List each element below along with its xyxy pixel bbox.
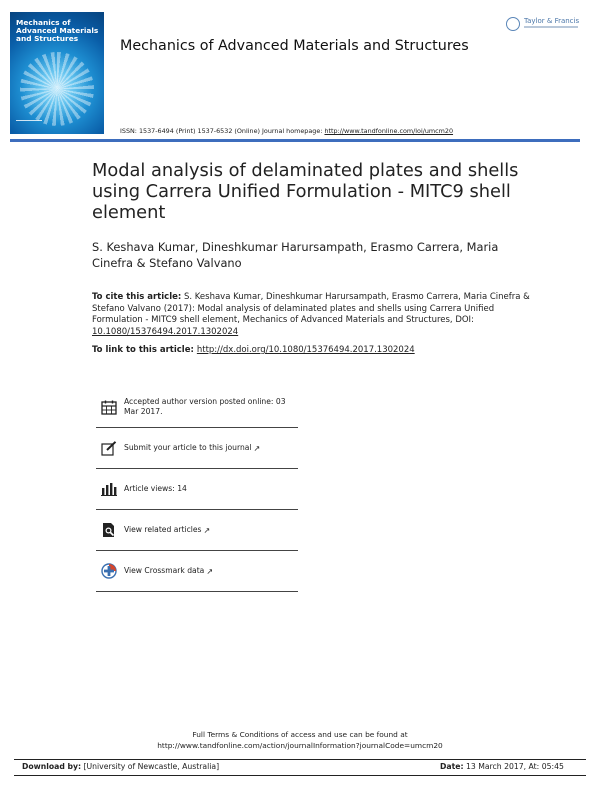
cover-pattern <box>20 52 94 126</box>
external-link-icon: ↗ <box>203 525 211 535</box>
publisher-logo-icon <box>506 17 520 31</box>
action-crossmark[interactable] <box>96 551 298 592</box>
publisher-logo-name: Taylor & Francis <box>524 17 580 25</box>
citation-block <box>92 292 532 338</box>
article-link-label: To link to this article: <box>92 345 197 355</box>
bar-chart-icon <box>100 481 118 497</box>
terms-url[interactable]: http://www.tandfonline.com/action/journalInformation?journalCode=umcm20 <box>157 741 443 750</box>
edit-icon <box>100 440 118 456</box>
citation-label: To cite this article: <box>92 292 182 302</box>
related-articles-label[interactable]: View related articles <box>124 525 202 534</box>
action-article-views <box>96 469 298 510</box>
article-doi-url[interactable]: http://dx.doi.org/10.1080/15376494.2017.1302024 <box>196 345 415 355</box>
cover-publisher-mark <box>16 120 42 129</box>
article-views-label: Article views: 14 <box>124 484 187 493</box>
action-related-articles[interactable] <box>96 510 298 551</box>
action-submit-article[interactable] <box>96 428 298 469</box>
journal-homepage-link[interactable]: http://www.tandfonline.com/loi/umcm20 <box>324 127 454 135</box>
article-link-line <box>92 345 415 355</box>
download-date-label: Date: <box>440 762 464 771</box>
submit-article-label[interactable]: Submit your article to this journal <box>124 443 252 452</box>
external-link-icon: ↗ <box>253 443 261 453</box>
action-accepted-version <box>96 387 298 428</box>
terms-notice <box>0 729 600 751</box>
publisher-logo-underline <box>524 26 578 28</box>
article-title: Modal analysis of delaminated plates and shells using Carrera Unified Formulation - MITC9 shell element <box>92 160 519 223</box>
publisher-logo <box>506 14 584 40</box>
related-articles-icon <box>100 522 118 538</box>
header-divider <box>10 139 580 142</box>
cover-title: Mechanics of Advanced Materials and Structures <box>16 18 99 43</box>
journal-cover-image <box>10 12 104 134</box>
calendar-icon <box>100 399 118 415</box>
download-info-bar <box>14 759 586 776</box>
crossmark-label[interactable]: View Crossmark data <box>124 566 205 575</box>
download-date <box>440 762 564 771</box>
issn-text: ISSN: 1537-6494 (Print) 1537-6532 (Online) Journal homepage: <box>120 127 325 135</box>
download-date-value: 13 March 2017, At: 05:45 <box>463 762 564 771</box>
article-authors: S. Keshava Kumar, Dineshkumar Harursampath, Erasmo Carrera, Maria Cinefra & Stefano Valvano <box>92 240 499 270</box>
journal-title: Mechanics of Advanced Materials and Structures <box>120 38 469 54</box>
citation-text: S. Keshava Kumar, Dineshkumar Harursampath, Erasmo Carrera, Maria Cinefra & Stefano Valvano (2017): Modal analysis of delaminated plates and shells using Carrera Unified Formulation - MITC9 shell element, Mechanics of Advanced Materials and Structures, DOI: <box>92 292 530 326</box>
crossmark-icon <box>100 563 118 579</box>
accepted-version-label: Accepted author version posted online: 03 Mar 2017. <box>124 397 286 416</box>
issn-line <box>120 127 453 135</box>
terms-line: Full Terms & Conditions of access and use can be found at <box>192 730 408 739</box>
downloaded-by <box>22 762 219 771</box>
article-actions <box>96 387 298 592</box>
downloaded-by-value: [University of Newcastle, Australia] <box>81 762 220 771</box>
external-link-icon: ↗ <box>206 566 214 576</box>
downloaded-by-label: Download by: <box>22 762 82 771</box>
citation-doi-link[interactable]: 10.1080/15376494.2017.1302024 <box>92 326 239 337</box>
